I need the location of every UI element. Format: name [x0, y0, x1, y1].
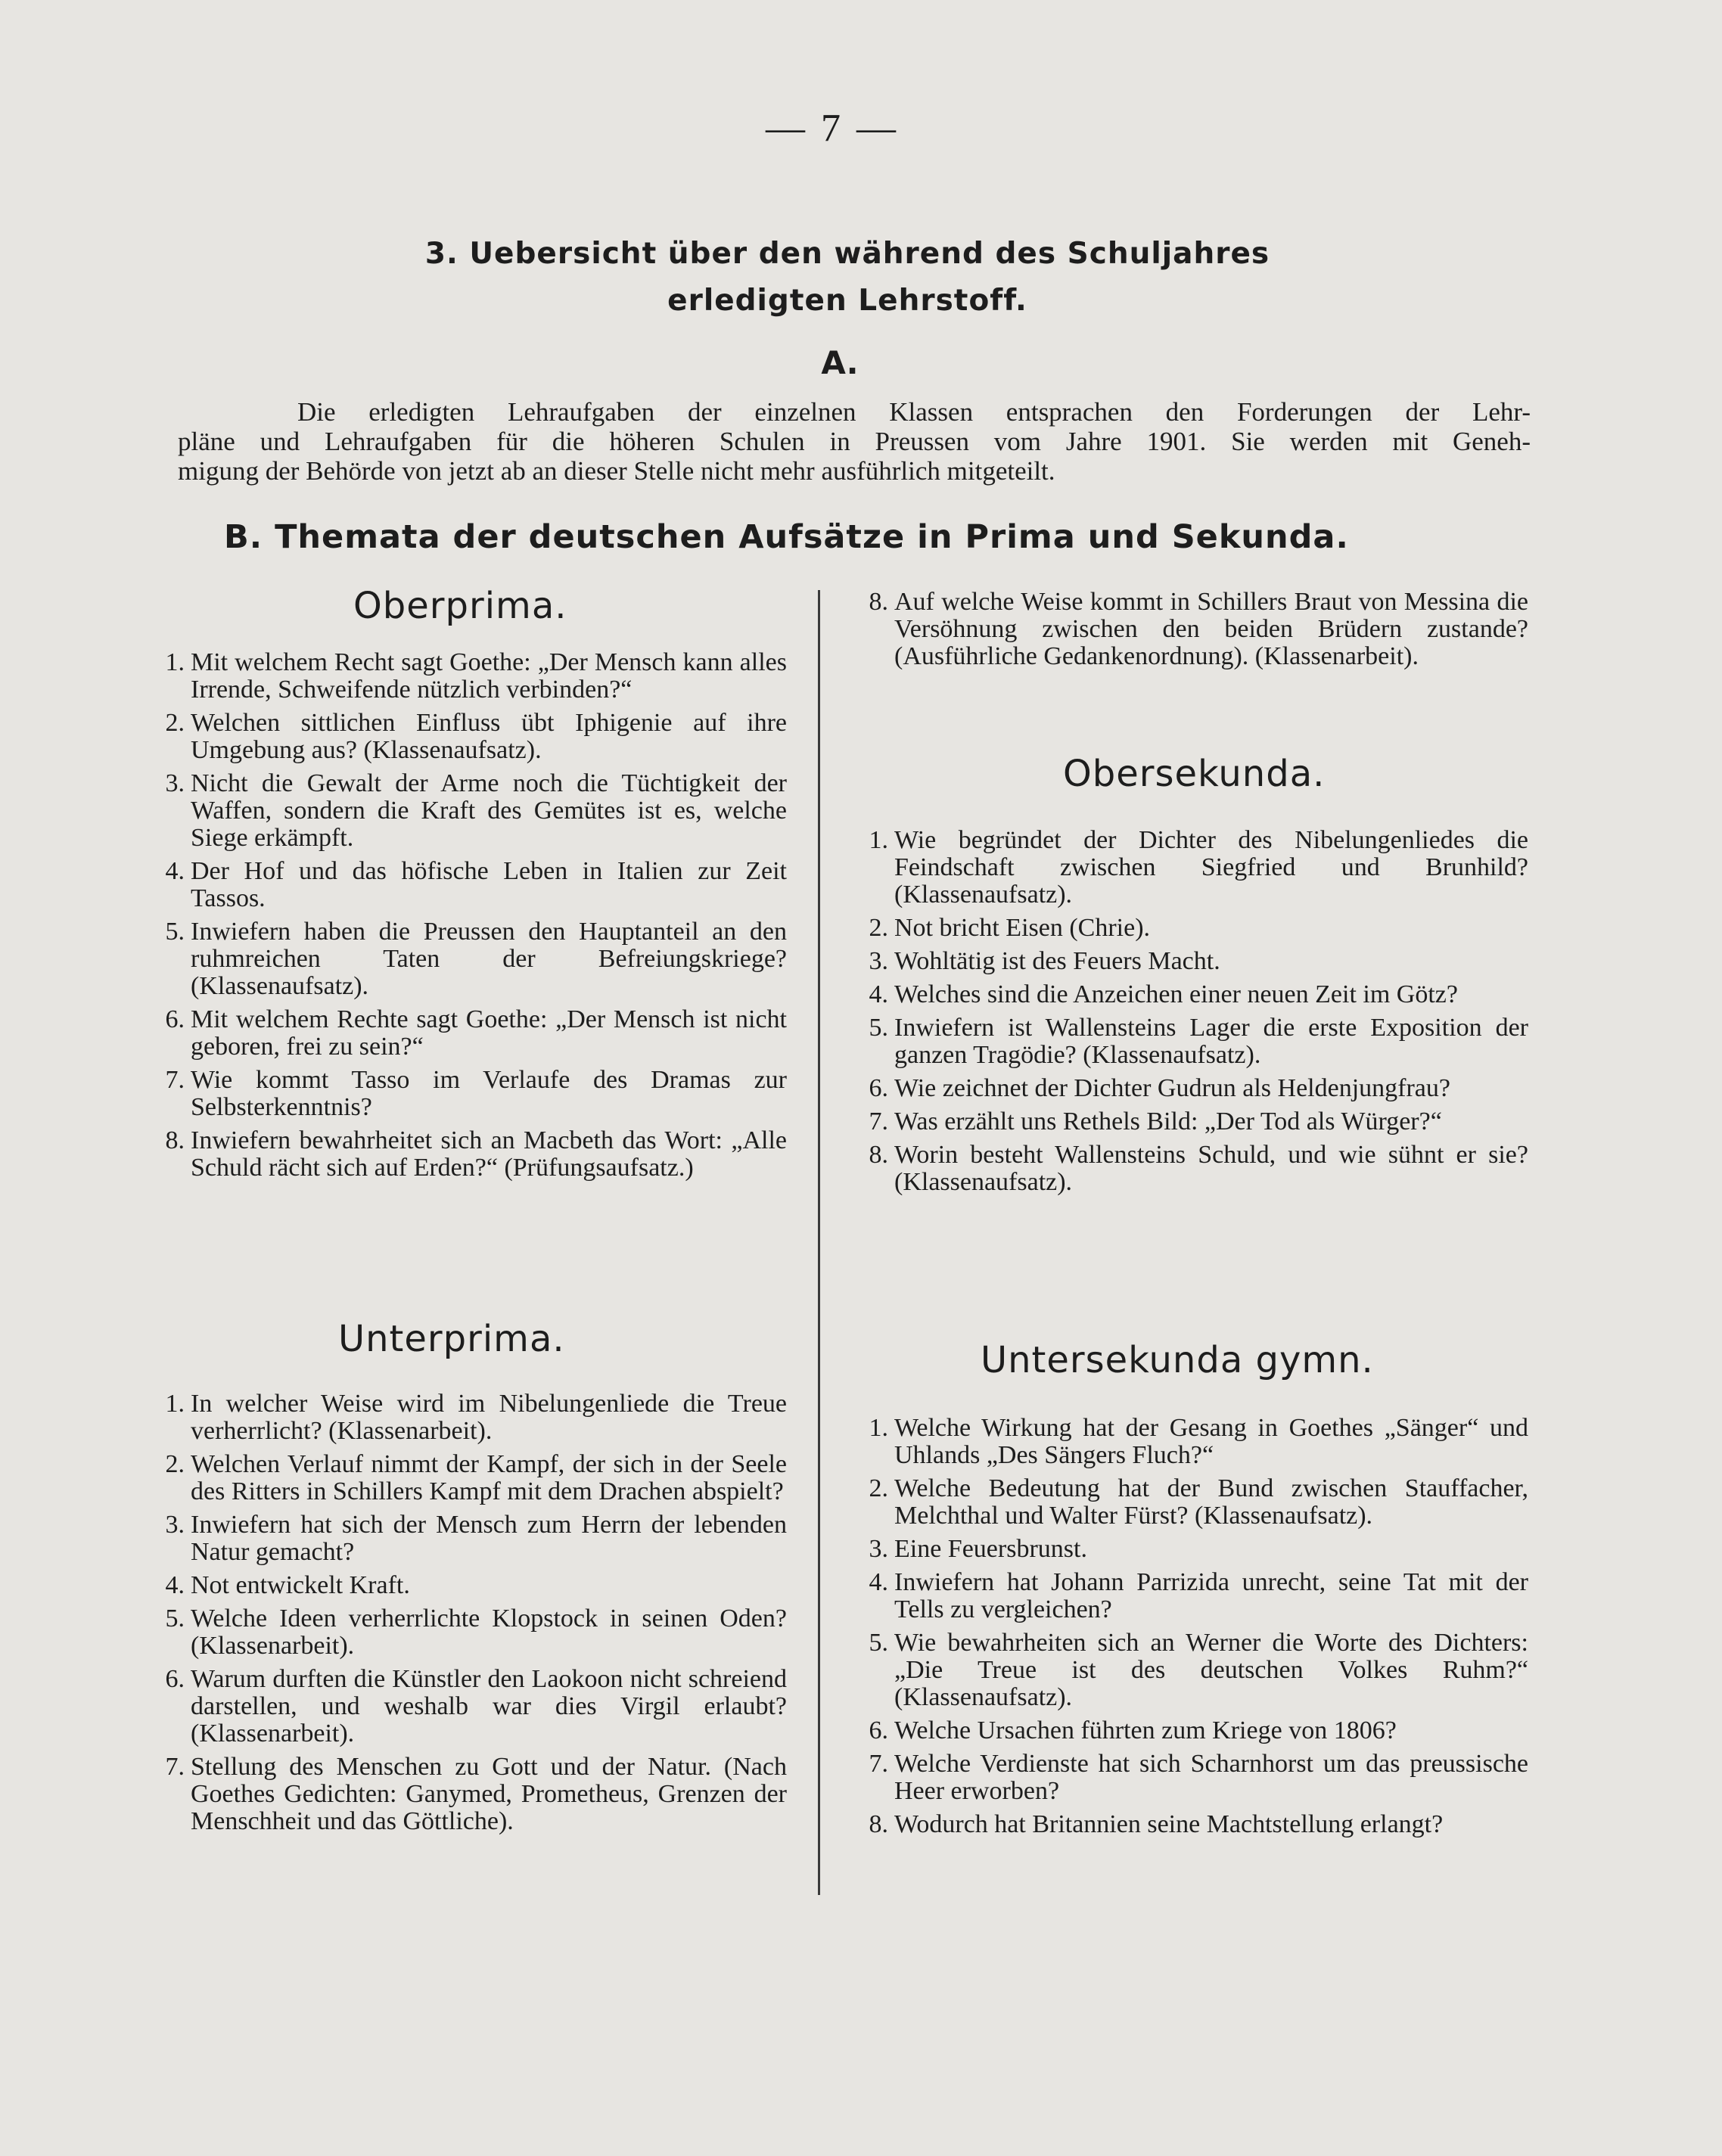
- untersekunda-title: Untersekunda gymn.: [981, 1339, 1374, 1381]
- item-number: 8.: [869, 1810, 888, 1838]
- item-number: 3.: [165, 1511, 185, 1539]
- list-item: [855, 1536, 1528, 1563]
- list-item: [855, 1751, 1528, 1805]
- list-item: [855, 948, 1528, 975]
- item-number: 5.: [869, 1629, 888, 1657]
- item-number: 7.: [165, 1753, 185, 1781]
- item-number: 1.: [869, 1414, 888, 1442]
- section-b-title: B. Themata der deutschen Aufsätze in Prima und Sekunda.: [224, 518, 1349, 556]
- item-text: Welche Ursachen führten zum Kriege von 1806?: [894, 1716, 1397, 1744]
- obersekunda-title: Obersekunda.: [1063, 753, 1326, 795]
- list-item: [855, 1811, 1528, 1838]
- item-text: Welche Wirkung hat der Gesang in Goethes „Sänger“ und Uhlands „Des Sängers Fluch?“: [894, 1414, 1528, 1469]
- item-text: Not bricht Eisen (Chrie).: [894, 914, 1151, 942]
- item-text: Wohltätig ist des Feuers Macht.: [894, 947, 1220, 975]
- list-item: [151, 1511, 787, 1566]
- item-text: Wie zeichnet der Dichter Gudrun als Heldenjungfrau?: [894, 1074, 1450, 1102]
- item-number: 2.: [165, 709, 185, 737]
- item-number: 5.: [165, 1605, 185, 1633]
- section-a-paragraph: [178, 397, 1531, 486]
- item-text: Der Hof und das höfische Leben in Italien zur Zeit Tassos.: [191, 857, 787, 912]
- item-text: Inwiefern hat Johann Parrizida unrecht, seine Tat mit der Tells zu vergleichen?: [894, 1568, 1528, 1623]
- list-item: [855, 589, 1528, 670]
- list-item: [855, 1142, 1528, 1196]
- item-text: Stellung des Menschen zu Gott und der Natur. (Nach Goethes Gedichten: Ganymed, Prometheus, Grenzen der Menschheit und das Göttliche).: [191, 1753, 787, 1835]
- item-number: 2.: [869, 1474, 888, 1502]
- column-divider: [818, 590, 820, 1895]
- item-number: 8.: [869, 588, 888, 616]
- list-item: [151, 1006, 787, 1061]
- list-item: [855, 1475, 1528, 1530]
- item-number: 7.: [869, 1108, 888, 1135]
- item-text: Was erzählt uns Rethels Bild: „Der Tod als Würger?“: [894, 1108, 1442, 1135]
- item-text: Wie begründet der Dichter des Nibelungenliedes die Feindschaft zwischen Siegfried und Brunhild? (Klassenaufsatz).: [894, 826, 1528, 909]
- item-number: 7.: [869, 1750, 888, 1778]
- intro-line-3: migung der Behörde von jetzt ab an dieser Stelle nicht mehr ausführlich mitgeteilt.: [178, 456, 1055, 486]
- item-text: Not entwickelt Kraft.: [191, 1571, 410, 1599]
- item-text: Inwiefern bewahrheitet sich an Macbeth das Wort: „Alle Schuld rächt sich auf Erden?“ (Prüfungsaufsatz.): [191, 1126, 787, 1182]
- item-text: In welcher Weise wird im Nibelungenliede die Treue verherrlicht? (Klassenarbeit).: [191, 1390, 787, 1445]
- item-number: 3.: [165, 769, 185, 797]
- item-text: Eine Feuersbrunst.: [894, 1535, 1087, 1563]
- item-text: Mit welchem Rechte sagt Goethe: „Der Mensch ist nicht geboren, frei zu sein?“: [191, 1005, 787, 1061]
- list-item: [151, 918, 787, 1000]
- list-item: [151, 1451, 787, 1505]
- list-item: [855, 1075, 1528, 1102]
- list-item: [855, 827, 1528, 909]
- item-number: 4.: [869, 1568, 888, 1596]
- item-number: 6.: [165, 1665, 185, 1693]
- item-text: Welche Verdienste hat sich Scharnhorst um das preussische Heer erworben?: [894, 1750, 1528, 1805]
- item-number: 8.: [165, 1126, 185, 1154]
- list-item: [151, 1754, 787, 1835]
- list-item: [151, 770, 787, 852]
- item-text: Welche Bedeutung hat der Bund zwischen Stauffacher, Melchthal und Walter Fürst? (Klassenaufsatz).: [894, 1474, 1528, 1530]
- intro-line-2: pläne und Lehraufgaben für die höheren Schulen in Preussen vom Jahre 1901. Sie werden mit Geneh-: [178, 427, 1531, 456]
- list-item: [151, 710, 787, 764]
- item-text: Inwiefern haben die Preussen den Hauptanteil an den ruhmreichen Taten der Befreiungskriege? (Klassenaufsatz).: [191, 918, 787, 1000]
- list-item: [151, 1067, 787, 1121]
- item-text: Inwiefern ist Wallensteins Lager die erste Exposition der ganzen Tragödie? (Klassenaufsatz).: [894, 1014, 1528, 1069]
- item-number: 4.: [165, 1571, 185, 1599]
- list-item: [151, 1127, 787, 1182]
- list-item: [855, 1415, 1528, 1469]
- item-text: Welchen sittlichen Einfluss übt Iphigenie auf ihre Umgebung aus? (Klassenaufsatz).: [191, 709, 787, 764]
- item-text: Mit welchem Recht sagt Goethe: „Der Mensch kann alles Irrende, Schweifende nützlich verbinden?“: [191, 648, 787, 704]
- oberprima-continued-list: [855, 589, 1528, 676]
- list-item: [151, 649, 787, 704]
- item-text: Wie kommt Tasso im Verlaufe des Dramas zur Selbsterkenntnis?: [191, 1066, 787, 1121]
- list-item: [151, 1390, 787, 1445]
- item-number: 6.: [869, 1074, 888, 1102]
- oberprima-list: [151, 649, 787, 1188]
- item-number: 4.: [165, 857, 185, 885]
- item-number: 1.: [165, 648, 185, 676]
- unterprima-list: [151, 1390, 787, 1841]
- list-item: [855, 1569, 1528, 1623]
- item-text: Auf welche Weise kommt in Schillers Braut von Messina die Versöhnung zwischen den beiden Brüdern zustande? (Ausführliche Gedankenordnung). (Klassenarbeit).: [894, 588, 1528, 670]
- item-number: 2.: [869, 914, 888, 942]
- item-number: 1.: [165, 1390, 185, 1418]
- untersekunda-list: [855, 1415, 1528, 1844]
- item-text: Nicht die Gewalt der Arme noch die Tüchtigkeit der Waffen, sondern die Kraft des Gemütes ist es, welche Siege erkämpft.: [191, 769, 787, 852]
- section-heading: [378, 231, 1316, 325]
- item-text: Worin besteht Wallensteins Schuld, und wie sühnt er sie? (Klassenaufsatz).: [894, 1141, 1528, 1196]
- item-number: 5.: [869, 1014, 888, 1042]
- section-a-label: A.: [821, 344, 859, 381]
- item-text: Welches sind die Anzeichen einer neuen Zeit im Götz?: [894, 980, 1458, 1008]
- heading-line-1: 3. Uebersicht über den während des Schuljahres: [424, 237, 1270, 271]
- item-text: Wodurch hat Britannien seine Machtstellung erlangt?: [894, 1810, 1444, 1838]
- list-item: [855, 1629, 1528, 1711]
- item-number: 2.: [165, 1450, 185, 1478]
- item-number: 3.: [869, 947, 888, 975]
- item-number: 8.: [869, 1141, 888, 1169]
- item-text: Welche Ideen verherrlichte Klopstock in seinen Oden? (Klassenarbeit).: [191, 1605, 787, 1660]
- item-text: Warum durften die Künstler den Laokoon nicht schreiend darstellen, und weshalb war dies Virgil erlaubt? (Klassenarbeit).: [191, 1665, 787, 1747]
- item-text: Inwiefern hat sich der Mensch zum Herrn der lebenden Natur gemacht?: [191, 1511, 787, 1566]
- item-number: 4.: [869, 980, 888, 1008]
- oberprima-title: Oberprima.: [353, 585, 567, 627]
- page-number: — 7 —: [766, 107, 899, 150]
- list-item: [151, 1572, 787, 1599]
- intro-line-1: Die erledigten Lehraufgaben der einzelnen Klassen entsprachen den Forderungen der Lehr-: [297, 397, 1531, 427]
- item-number: 6.: [165, 1005, 185, 1033]
- heading-line-2: erledigten Lehrstoff.: [667, 284, 1027, 318]
- list-item: [151, 858, 787, 912]
- list-item: [855, 981, 1528, 1008]
- item-number: 6.: [869, 1716, 888, 1744]
- item-text: Wie bewahrheiten sich an Werner die Worte des Dichters: „Die Treue ist des deutschen Volkes Ruhm?“ (Klassenaufsatz).: [894, 1629, 1528, 1711]
- item-number: 1.: [869, 826, 888, 854]
- item-text: Welchen Verlauf nimmt der Kampf, der sich in der Seele des Ritters in Schillers Kampf mit dem Drachen abspielt?: [191, 1450, 787, 1505]
- list-item: [855, 1108, 1528, 1135]
- item-number: 5.: [165, 918, 185, 946]
- unterprima-title: Unterprima.: [338, 1318, 565, 1360]
- item-number: 7.: [165, 1066, 185, 1094]
- list-item: [151, 1605, 787, 1660]
- item-number: 3.: [869, 1535, 888, 1563]
- list-item: [855, 1717, 1528, 1744]
- list-item: [855, 915, 1528, 942]
- list-item: [855, 1014, 1528, 1069]
- obersekunda-list: [855, 827, 1528, 1202]
- list-item: [151, 1666, 787, 1747]
